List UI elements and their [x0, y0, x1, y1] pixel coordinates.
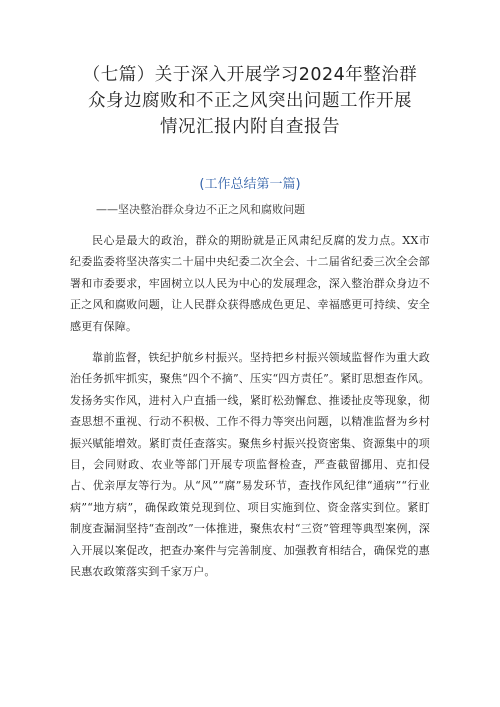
paragraph-2: 靠前监督，铁纪护航乡村振兴。坚持把乡村振兴领域监督作为重大政治任务抓牢抓实，聚焦“四个不摘”、压实“四方责任”。紧盯思想查作风。发扬务实作风，进村入户直插一线，紧盯松劲懈怠、推诿扯皮等现象，彻查思想不重视、行动不积极、工作不得力等突出问题，以精准监督为乡村振兴赋能增效。紧盯责任查落实。聚焦乡村振兴投资密集、资源集中的项目，会同财政、农业等部门开展专项监督检查，严查截留挪用、克扣侵占、优亲厚友等行为。从“风”“腐”易发环节，查找作风纪律“通病”“行业病”“地方病”，确保政策兑现到位、项目实施到位、资金落实到位。紧盯制度查漏洞坚持“查剖改”一体推进，聚焦农村“三资”管理等典型案例，深入开展以案促改，把查办案件与完善制度、加强教育相结合，确保党的惠民惠农政策落实到千家万户。: [70, 351, 430, 579]
title-line-1: （七篇）关于深入开展学习2024年整治群: [82, 65, 418, 85]
document-title: [70, 62, 430, 140]
title-line-3: 情况汇报内附自查报告: [160, 117, 340, 137]
section-subtitle: ——坚决整治群众身边不正之风和腐败问题: [96, 203, 305, 216]
paragraph-1: 民心是最大的政治，群众的期盼就是正风肃纪反腐的发力点。XX市纪委监委将坚决落实二十届中央纪委二次全会、十二届省纪委三次全会部署和市委要求，牢固树立以人民为中心的发展理念，深入整治群众身边不正之风和腐败问题，让人民群众获得感成色更足、幸福感更可持续、安全感更有保障。: [70, 234, 430, 333]
title-line-2: 众身边腐败和不正之风突出问题工作开展: [88, 91, 412, 111]
section-heading: (工作总结第一篇): [199, 177, 301, 192]
